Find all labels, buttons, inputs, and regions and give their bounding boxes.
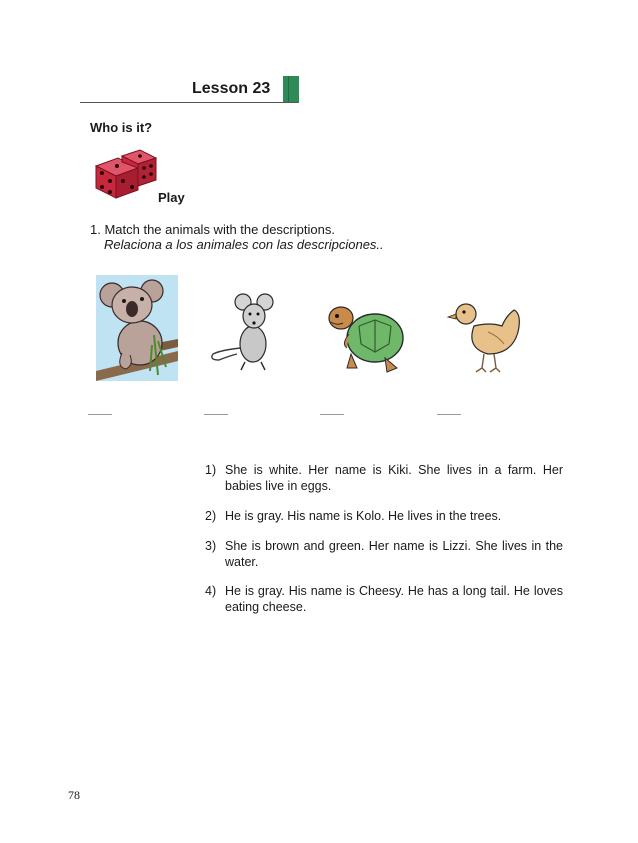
- description-text: He is gray. His name is Cheesy. He has a long tail. He loves eating cheese.: [225, 584, 563, 614]
- play-label: Play: [158, 190, 185, 205]
- instruction-spanish: Relaciona a los animales con las descripciones..: [104, 237, 384, 252]
- dice-icon: [88, 146, 158, 202]
- description-number: 4): [205, 584, 217, 598]
- lesson-subtitle: Who is it?: [90, 120, 153, 135]
- instruction-english: 1. Match the animals with the descriptions.: [90, 222, 335, 237]
- turtle-image: [323, 296, 407, 376]
- koala-image: [96, 275, 178, 381]
- description-4: [205, 583, 563, 615]
- description-number: 3): [205, 539, 217, 553]
- mouse-image: [207, 290, 287, 374]
- description-number: 1): [205, 463, 217, 477]
- description-1: [205, 462, 563, 494]
- description-number: 2): [205, 509, 217, 523]
- page-number: 78: [68, 788, 80, 802]
- title-accent-bar: [283, 76, 299, 103]
- description-2: [205, 508, 563, 524]
- chicken-image: [444, 292, 526, 376]
- description-text: She is white. Her name is Kiki. She lives in a farm. Her babies live in eggs.: [225, 463, 563, 493]
- description-text: She is brown and green. Her name is Lizzi. She lives in the water.: [225, 539, 563, 569]
- description-3: [205, 538, 563, 570]
- answer-blank-2[interactable]: [204, 414, 228, 415]
- answer-blank-4[interactable]: [437, 414, 461, 415]
- description-text: He is gray. His name is Kolo. He lives in the trees.: [225, 509, 502, 523]
- title-underline: [80, 102, 298, 103]
- lesson-title: Lesson 23: [192, 80, 271, 97]
- answer-blank-3[interactable]: [320, 414, 344, 415]
- answer-blank-1[interactable]: [88, 414, 112, 415]
